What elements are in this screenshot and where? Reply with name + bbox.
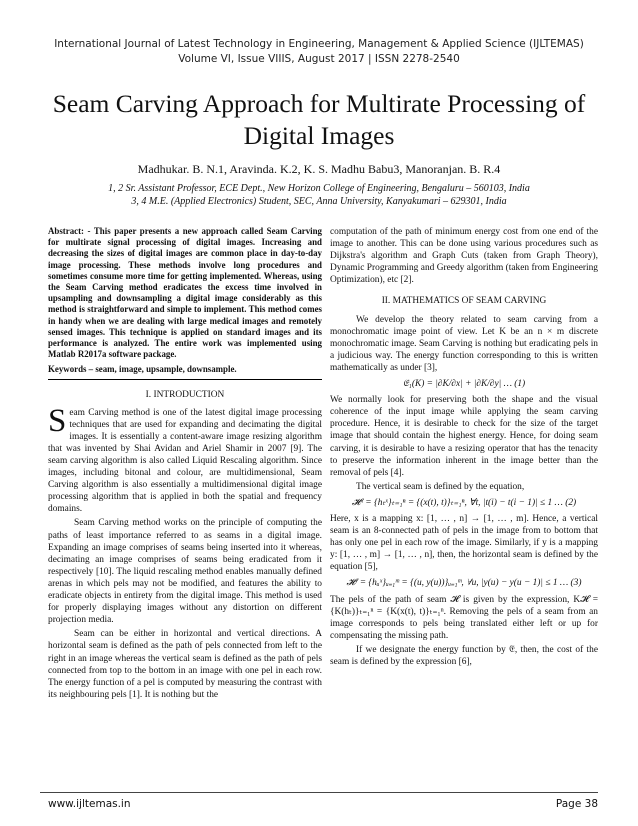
- math-paragraph-6: If we designate the energy function by 𝔈, then, the cost of the seam is defined by the expression [6],: [330, 644, 598, 667]
- abstract: Abstract: - This paper presents a new approach called Seam Carving for multirate signal processing of digital images. Increasing and decreasing the sizes of digital images are common place in day-to-day image processing. These methods involve long procedures and sometimes consume more time for getting implemented. Whereas, using the Seam Carving method eradicates the excess time involved in upsampling and downsampling a digital image considerably as this method is straightforward and simple to implement. This method comes in handy when we are dealing with large medical images and remotely sensed images. This technique is applied on standard images and its performance is analyzed. The entire work was implemented using Matlab R2017a software package.: [48, 226, 322, 360]
- section-heading-introduction: I. INTRODUCTION: [145, 389, 225, 400]
- math-paragraph-1: We develop the theory related to seam carving from a monochromatic image point of view. Let K be an n × m discrete monochromatic image. Seam Carving is nothing but eradicating pels in a judicious way. The energy function corresponding to this is written mathematically as under [3],: [330, 314, 598, 373]
- affiliation-2: 3, 4 M.E. (Applied Electronics) Student, SEC, Anna University, Kanyakumari – 629301, India: [131, 196, 507, 207]
- math-paragraph-5: The pels of the path of seam 𝓗 is given by the expression, K𝓗 = {K(hₜ)}ₜ₌₁ⁿ = {K(x(t), t)}ₜ₌₁ⁿ. Removing the pels of a seam from an image corresponds to pels being translated either left or up for compensating the missing path.: [330, 594, 598, 641]
- footer-page-number: Page 38: [555, 798, 598, 810]
- intro-paragraph-2: Seam Carving method works on the principle of computing the paths of least importance referred to as seams in a digital image. Expanding an image comprises of seams being inserted into it whereas, decimating an image comprises of seams being eradicated from it respectively [10]. The liquid rescaling method enables manually defined arenas in which pels may not be modified, and features the ability to eradicate objects in entirety from the digital image. This method is used for properly displaying images without any distortion on different projection media.: [48, 518, 322, 626]
- journal-header: International Journal of Latest Technology in Engineering, Management & Applied Science (IJLTEMAS): [54, 38, 584, 50]
- right-paragraph-1: computation of the path of minimum energy cost from one end of the image to another. This can be done using various procedures such as Dijkstra's algorithm and Graph Cuts (taken from Graph Theory), Dynamic Programming and Greedy algorithm (taken from Engineering Optimization), etc [2].: [330, 227, 598, 286]
- section-heading-mathematics: II. MATHEMATICS OF SEAM CARVING: [381, 296, 547, 307]
- math-paragraph-3: The vertical seam is defined by the equation,: [356, 481, 525, 492]
- footer-rule: [40, 792, 598, 793]
- equation-2: 𝓗ˣ = {hₜˣ}ₜ₌₁ⁿ = {(x(t), t)}ₜ₌₁ⁿ, ∀t, |t(i) − t(i − 1)| ≤ 1 … (2): [351, 497, 577, 508]
- intro-paragraph-1: [48, 402, 322, 516]
- keywords: Keywords – seam, image, upsample, downsample.: [48, 363, 322, 379]
- footer-url: www.ijltemas.in: [48, 798, 131, 810]
- affiliation-1: 1, 2 Sr. Assistant Professor, ECE Dept., New Horizon College of Engineering, Bengaluru – 560103, India: [108, 183, 530, 194]
- equation-3: 𝓗ʸ = {hᵤˣ}ᵤ₌₁ᵐ = {(u, y(u))}ᵤ₌₁ᵐ, ∀u, |y(u) − y(u − 1)| ≤ 1 … (3): [346, 578, 582, 589]
- volume-header: Volume VI, Issue VIIIS, August 2017 | ISSN 2278-2540: [178, 53, 460, 65]
- intro-paragraph-3: Seam can be either in horizontal and vertical directions. A horizontal seam is defined as the path of pels connected from left to the right in an image whereas the vertical seam is defined as the path of pels connected from top to the bottom in an image with one pel in each row. The energy function of a pel is computed by measuring the contrast with its neighbouring pels [1]. It is nothing but the: [48, 629, 322, 700]
- equation-1: 𝔈₁(K) = |∂K/∂x| + |∂K/∂y| … (1): [402, 379, 526, 390]
- math-paragraph-2: We normally look for preserving both the shape and the visual coherence of the input image while applying the seam carving procedure. Hence, it is desirable to check for the size of the target image that should contain the highest energy. Hence, for doing seam carving, it is desirable to have a resizing operator that has the tenacity to preserve the information inherent in the image better than the removal of pels [4].: [330, 395, 598, 478]
- intro-paragraph-1-text: eam Carving method is one of the latest digital image processing techniques that are used for expanding and decimating the digital images. It is essentially a content-aware image resizing algorithm that was invented by Shai Avidan and Ariel Shamir in 2007 [9]. The seam carving algorithm is also called Liquid Rescaling algorithm. Since images, including bitonal and colour, are multidimensional, Seam Carving algorithm is also essentially a multidimensional digital image processing algorithm that is applied in both the spatial and frequency domains.: [48, 407, 322, 515]
- math-paragraph-4: Here, x is a mapping x: [1, … , n] → [1, … , m]. Hence, a vertical seam is an 8-connected path of pels in the image from to bottom that has only one pel in each row of the image. Similarly, if y is a mapping y: [1, … , m] → [1, … , n], then, the horizontal seam is defined by the equation [5],: [330, 513, 598, 573]
- drop-cap: S: [48, 402, 67, 439]
- author-list: Madhukar. B. N.1, Aravinda. K.2, K. S. Madhu Babu3, Manoranjan. B. R.4: [137, 162, 501, 176]
- right-column: [330, 226, 598, 670]
- left-column: [48, 226, 322, 703]
- paper-title: Seam Carving Approach for Multirate Processing of Digital Images: [52, 89, 586, 150]
